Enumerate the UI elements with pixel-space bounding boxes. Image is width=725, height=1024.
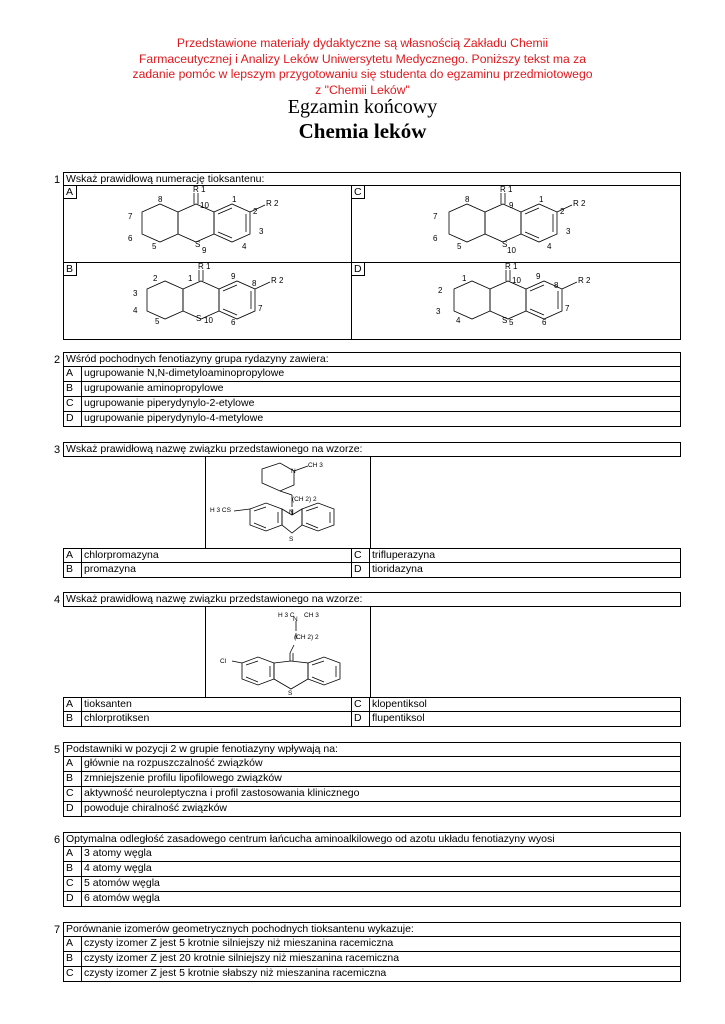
question-number: 6: [54, 834, 61, 846]
answer-option[interactable]: trifluperazyna: [369, 548, 681, 563]
answer-letter: D: [63, 801, 82, 817]
methyl-label: CH 3: [304, 612, 319, 619]
atom-number: 9: [202, 246, 207, 255]
r2-label: R 2: [573, 199, 586, 208]
sulfur-label: S: [195, 240, 201, 249]
answer-option[interactable]: 4 atomy węgla: [81, 861, 681, 877]
option-letter: D: [351, 262, 365, 276]
exam-subject: Chemia leków: [298, 119, 427, 143]
answer-letter: A: [63, 548, 82, 563]
atom-number: 1: [462, 274, 467, 283]
thioxanthene-structure-b: [125, 263, 305, 339]
question-number: 2: [54, 354, 61, 366]
answer-letter: D: [63, 411, 82, 427]
r2-label: R 2: [266, 199, 279, 208]
atom-number: 2: [253, 207, 258, 216]
answer-option[interactable]: czysty izomer Z jest 5 krotnie silniejszy niż mieszanina racemiczna: [81, 936, 681, 952]
atom-number: 10: [204, 316, 213, 325]
answer-option[interactable]: ugrupowanie piperydynylo-2-etylowe: [81, 396, 681, 412]
question-number: 5: [54, 744, 61, 756]
answer-letter: B: [63, 711, 82, 727]
answer-letter: C: [63, 396, 82, 412]
atom-number: 4: [456, 316, 461, 325]
atom-number: 2: [560, 207, 565, 216]
atom-number: 10: [507, 246, 516, 255]
atom-number: 6: [433, 234, 438, 243]
answer-letter: A: [63, 697, 82, 712]
answer-option[interactable]: ugrupowanie N,N-dimetyloaminopropylowe: [81, 366, 681, 382]
option-letter: A: [63, 185, 77, 199]
thioxanthene-structure-a: [120, 186, 300, 262]
thioxanthene-structure-c: [427, 186, 607, 262]
atom-number: 8: [554, 281, 559, 290]
notice-line: Przedstawione materiały dydaktyczne są własnością Zakładu Chemii: [176, 36, 549, 50]
answer-letter: B: [63, 562, 82, 578]
sulfur-label: S: [502, 316, 508, 325]
answer-letter: A: [63, 936, 82, 952]
r2-label: R 2: [578, 276, 591, 285]
chain-label: (CH 2) 2: [294, 634, 319, 641]
answer-option[interactable]: flupentiksol: [369, 711, 681, 727]
sulfur-label: S: [288, 690, 293, 697]
r1-label: R 1: [198, 263, 211, 271]
question-text: Wśród pochodnych fenotiazyny grupa rydazyny zawiera:: [63, 352, 681, 367]
answer-option[interactable]: aktywność neuroleptyczna i profil zastosowania klinicznego: [81, 786, 681, 802]
answer-letter: A: [63, 366, 82, 382]
answer-letter: C: [63, 966, 82, 982]
atom-number: 7: [565, 304, 570, 313]
methyl-label: CH 3: [308, 462, 323, 469]
atom-number: 1: [188, 274, 193, 283]
question-number: 1: [54, 174, 61, 186]
atom-number: 1: [232, 195, 237, 204]
atom-number: 6: [128, 234, 133, 243]
question-text: Wskaż prawidłową nazwę związku przedstawionego na wzorze:: [63, 442, 681, 457]
answer-option[interactable]: ugrupowanie piperydynylo-4-metylowe: [81, 411, 681, 427]
thioxanthene-structure-d: [432, 263, 612, 339]
answer-letter: B: [63, 381, 82, 397]
atom-number: 6: [542, 318, 547, 327]
atom-number: 5: [155, 317, 160, 326]
answer-option[interactable]: chlorpromazyna: [81, 548, 352, 563]
atom-number: 9: [536, 272, 541, 281]
answer-option[interactable]: promazyna: [81, 562, 352, 578]
substituent-label: H 3 CS: [210, 507, 231, 514]
answer-letter: A: [63, 756, 82, 772]
atom-number: 3: [436, 307, 441, 316]
ownership-notice: [100, 36, 625, 98]
atom-number: 1: [539, 195, 544, 204]
atom-number: 8: [252, 279, 257, 288]
chain-label: (CH 2) 2: [292, 496, 317, 503]
atom-number: 4: [242, 242, 247, 251]
answer-option[interactable]: klopentiksol: [369, 697, 681, 712]
atom-number: 7: [433, 212, 438, 221]
question-number: 3: [54, 444, 61, 456]
atom-number: 10: [512, 276, 521, 285]
answer-option[interactable]: ugrupowanie aminopropylowe: [81, 381, 681, 397]
answer-option[interactable]: chlorprotiksen: [81, 711, 352, 727]
r1-label: R 1: [505, 263, 518, 271]
answer-option[interactable]: czysty izomer Z jest 20 krotnie silniejszy niż mieszanina racemiczna: [81, 951, 681, 967]
answer-option[interactable]: czysty izomer Z jest 5 krotnie słabszy niż mieszanina racemiczna: [81, 966, 681, 982]
answer-letter: D: [351, 562, 370, 578]
r1-label: R 1: [500, 186, 513, 194]
answer-option[interactable]: głównie na rozpuszczalność związków: [81, 756, 681, 772]
atom-number: 8: [158, 195, 163, 204]
option-letter: B: [63, 262, 77, 276]
question-text: Porównanie izomerów geometrycznych pochodnych tioksantenu wykazuje:: [63, 922, 681, 937]
notice-line: zadanie pomóc w lepszym przygotowaniu się studenta do egzaminu przedmiotowego: [132, 67, 593, 81]
thioridazine-formula: [206, 457, 370, 548]
exam-title: Egzamin końcowy: [287, 96, 438, 118]
atom-number: 6: [231, 318, 236, 327]
r1-label: R 1: [193, 186, 206, 194]
answer-letter: B: [63, 771, 82, 787]
sulfur-label: S: [502, 240, 508, 249]
answer-letter: A: [63, 846, 82, 862]
atom-number: 3: [259, 227, 264, 236]
question-text: Wskaż prawidłową numerację tioksantenu:: [63, 172, 681, 186]
answer-option[interactable]: 6 atomów węgla: [81, 891, 681, 907]
chloro-label: Cl: [220, 658, 227, 665]
answer-letter: C: [63, 876, 82, 892]
answer-option[interactable]: tioksanten: [81, 697, 352, 712]
nitrogen-label: N: [293, 616, 298, 623]
atom-number: 5: [457, 242, 462, 251]
atom-number: 5: [152, 242, 157, 251]
atom-number: 8: [465, 195, 470, 204]
atom-number: 5: [509, 318, 514, 327]
nitrogen-label: N: [289, 509, 294, 516]
atom-number: 7: [128, 212, 133, 221]
question-number: 7: [54, 924, 61, 936]
r2-label: R 2: [271, 276, 284, 285]
notice-line: z "Chemii Leków": [315, 82, 410, 97]
sulfur-label: S: [289, 536, 294, 543]
option-letter: C: [351, 185, 365, 199]
answer-option[interactable]: tioridazyna: [369, 562, 681, 578]
answer-letter: D: [63, 891, 82, 907]
question-text: Optymalna odległość zasadowego centrum łańcucha aminoalkilowego od azotu układu fenotiazyny wyosi: [63, 832, 681, 847]
atom-number: 4: [133, 306, 138, 315]
atom-number: 3: [566, 227, 571, 236]
answer-letter: D: [351, 711, 370, 727]
answer-option[interactable]: 3 atomy węgla: [81, 846, 681, 862]
question-number: 4: [54, 594, 61, 606]
atom-number: 7: [258, 304, 263, 313]
atom-number: 2: [153, 274, 158, 283]
answer-letter: B: [63, 861, 82, 877]
answer-option[interactable]: 5 atomów węgla: [81, 876, 681, 892]
answer-letter: C: [351, 548, 370, 563]
atom-number: 2: [438, 286, 443, 295]
notice-line: Farmaceutycznej i Analizy Leków Uniwersytetu Medycznego. Poniższy tekst ma za: [138, 51, 587, 66]
sulfur-label: S: [196, 314, 202, 323]
atom-number: 3: [133, 289, 138, 298]
question-text: Podstawniki w pozycji 2 w grupie fenotiazyny wpływają na:: [63, 742, 681, 757]
atom-number: 4: [547, 242, 552, 251]
answer-option[interactable]: powoduje chiralność związków: [81, 801, 681, 817]
question-text: Wskaż prawidłową nazwę związku przedstawionego na wzorze:: [63, 592, 681, 607]
chlorprothixene-formula: [206, 607, 370, 697]
atom-number: 9: [509, 201, 514, 210]
methyl-label: H 3 C: [278, 612, 295, 619]
answer-letter: C: [63, 786, 82, 802]
atom-number: 9: [231, 272, 236, 281]
nitrogen-label: N: [291, 468, 296, 475]
atom-number: 10: [200, 201, 209, 210]
answer-letter: B: [63, 951, 82, 967]
answer-option[interactable]: zmniejszenie profilu lipofilowego związków: [81, 771, 681, 787]
answer-letter: C: [351, 697, 370, 712]
